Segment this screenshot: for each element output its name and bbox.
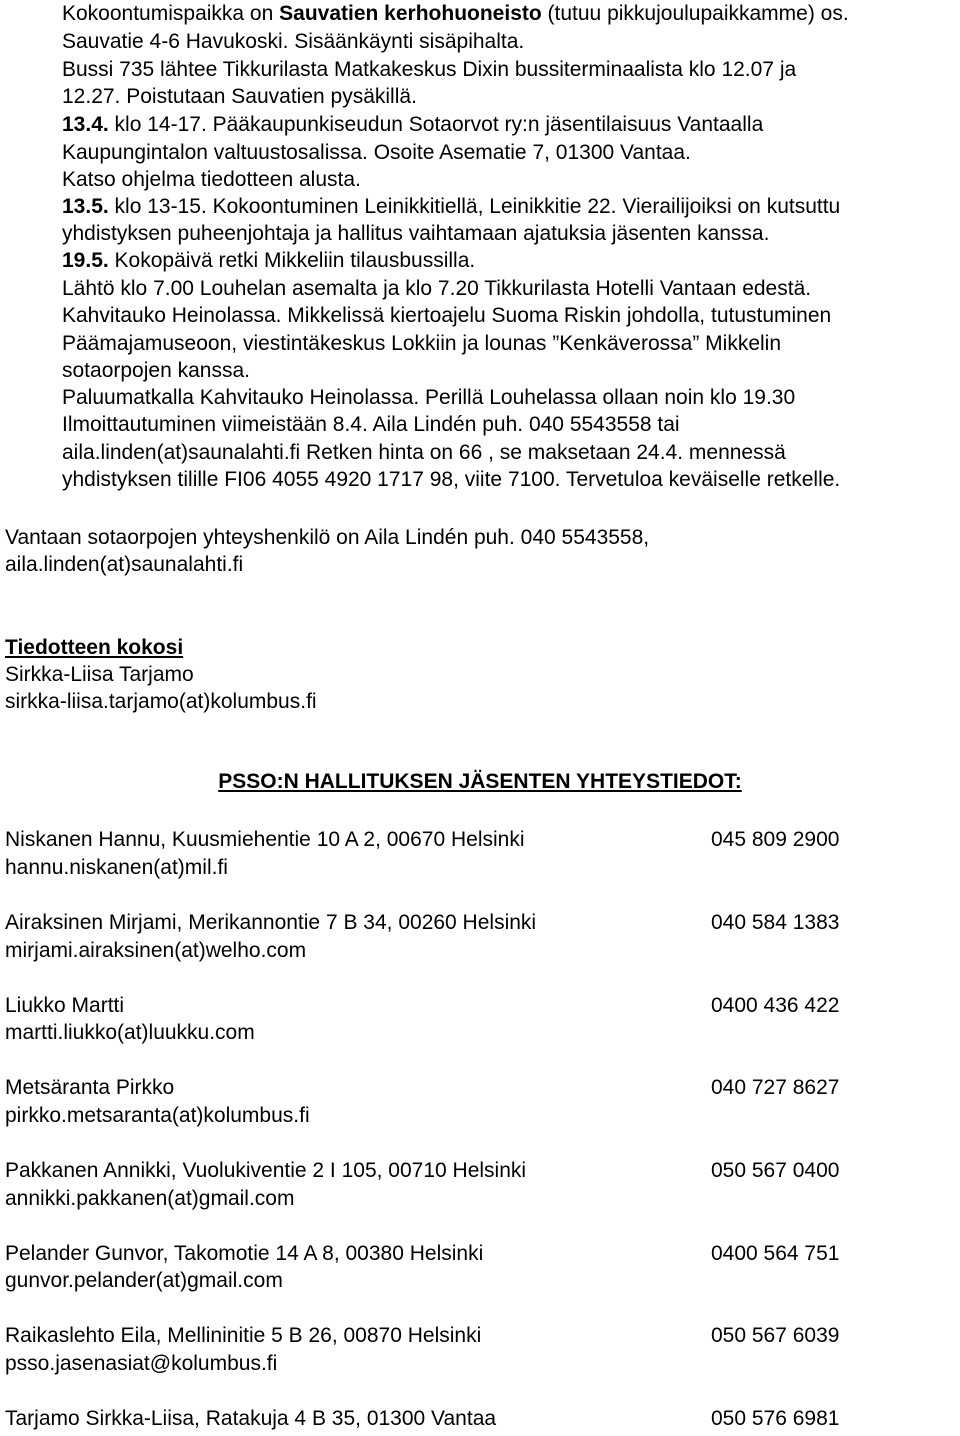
member-name: Liukko Martti	[5, 994, 125, 1017]
event-3-line-6: Paluumatkalla Kahvitauko Heinolassa. Perillä Louhelassa ollaan noin klo 19.30	[62, 386, 796, 409]
editor-email: sirkka-liisa.tarjamo(at)kolumbus.fi	[5, 690, 317, 713]
event-3-line-2: Lähtö klo 7.00 Louhelan asemalta ja klo 7.20 Tikkurilasta Hotelli Vantaan edestä.	[62, 277, 812, 300]
member-phone: 050 567 6039	[711, 1324, 840, 1347]
intro-line-1	[62, 1, 849, 27]
event-3-line-3: Kahvitauko Heinolassa. Mikkelissä kiertoajelu Suoma Riskin johdolla, tutustuminen	[62, 304, 832, 327]
member-email: mirjami.airaksinen(at)welho.com	[5, 939, 307, 962]
member-name: Pakkanen Annikki, Vuolukiventie 2 I 105, 00710 Helsinki	[5, 1159, 527, 1182]
event-date: 19.5.	[62, 249, 109, 272]
event-2-line-2: yhdistyksen puheenjohtaja ja hallitus vaihtamaan ajatuksia jäsenten kanssa.	[62, 222, 770, 245]
event-date: 13.5.	[62, 195, 109, 218]
member-phone: 045 809 2900	[711, 828, 840, 851]
intro-line-2: Sauvatie 4-6 Havukoski. Sisäänkäynti sisäpihalta.	[62, 30, 525, 53]
event-3-line-4: Päämajamuseoon, viestintäkeskus Lokkiin ja lounas ”Kenkäverossa” Mikkelin	[62, 332, 782, 355]
event-date: 13.4.	[62, 113, 109, 136]
event-text: klo 14-17. Pääkaupunkiseudun Sotaorvot ry:n jäsentilaisuus Vantaalla	[108, 113, 764, 136]
event-3-line-7: Ilmoittautuminen viimeistään 8.4. Aila Lindén puh. 040 5543558 tai	[62, 413, 680, 436]
event-3-line-1	[62, 248, 475, 274]
event-1-line-2: Kaupungintalon valtuustosalissa. Osoite Asematie 7, 01300 Vantaa.	[62, 141, 691, 164]
intro-text: Kokoontumispaikka on	[62, 2, 280, 25]
contact-line-2: aila.linden(at)saunalahti.fi	[5, 553, 244, 576]
event-3-line-9: yhdistyksen tilille FI06 4055 4920 1717 98, viite 7100. Tervetuloa keväiselle retkelle.	[62, 468, 841, 491]
event-1-line-3: Katso ohjelma tiedotteen alusta.	[62, 168, 361, 191]
intro-text: (tutuu pikkujoulupaikkamme) os.	[541, 2, 849, 25]
editor-heading: Tiedotteen kokosi	[5, 636, 184, 659]
member-email: psso.jasenasiat@kolumbus.fi	[5, 1352, 278, 1375]
member-name: Raikaslehto Eila, Mellininitie 5 B 26, 00870 Helsinki	[5, 1324, 482, 1347]
event-text: Kokopäivä retki Mikkeliin tilausbussilla.	[108, 249, 476, 272]
member-phone: 050 567 0400	[711, 1159, 840, 1182]
member-name: Niskanen Hannu, Kuusmiehentie 10 A 2, 00670 Helsinki	[5, 828, 525, 851]
venue-name: Sauvatien kerhohuoneisto	[279, 2, 542, 25]
member-email: hannu.niskanen(at)mil.fi	[5, 856, 228, 879]
contact-line-1: Vantaan sotaorpojen yhteyshenkilö on Aila Lindén puh. 040 5543558,	[5, 526, 650, 549]
member-phone: 050 576 6981	[711, 1407, 840, 1430]
member-email: annikki.pakkanen(at)gmail.com	[5, 1187, 295, 1210]
event-2-line-1	[62, 194, 840, 220]
event-text: klo 13-15. Kokoontuminen Leinikkitiellä, Leinikkitie 22. Vierailijoiksi on kutsuttu	[108, 195, 841, 218]
event-3-line-8: aila.linden(at)saunalahti.fi Retken hinta on 66 , se maksetaan 24.4. mennessä	[62, 441, 786, 464]
member-phone: 0400 564 751	[711, 1242, 840, 1265]
board-title: PSSO:N HALLITUKSEN JÄSENTEN YHTEYSTIEDOT:	[218, 770, 742, 793]
member-name: Metsäranta Pirkko	[5, 1076, 175, 1099]
member-phone: 0400 436 422	[711, 994, 840, 1017]
member-email: gunvor.pelander(at)gmail.com	[5, 1269, 283, 1292]
event-3-line-5: sotaorpojen kanssa.	[62, 359, 250, 382]
member-phone: 040 727 8627	[711, 1076, 840, 1099]
editor-name: Sirkka-Liisa Tarjamo	[5, 663, 194, 686]
member-email: pirkko.metsaranta(at)kolumbus.fi	[5, 1104, 310, 1127]
member-name: Tarjamo Sirkka-Liisa, Ratakuja 4 B 35, 01300 Vantaa	[5, 1407, 497, 1430]
intro-line-3: Bussi 735 lähtee Tikkurilasta Matkakeskus Dixin bussiterminaalista klo 12.07 ja	[62, 58, 797, 81]
member-name: Airaksinen Mirjami, Merikannontie 7 B 34, 00260 Helsinki	[5, 911, 537, 934]
member-email: martti.liukko(at)luukku.com	[5, 1021, 255, 1044]
member-name: Pelander Gunvor, Takomotie 14 A 8, 00380 Helsinki	[5, 1242, 484, 1265]
event-1-line-1	[62, 112, 763, 138]
intro-line-4: 12.27. Poistutaan Sauvatien pysäkillä.	[62, 85, 417, 108]
member-phone: 040 584 1383	[711, 911, 840, 934]
